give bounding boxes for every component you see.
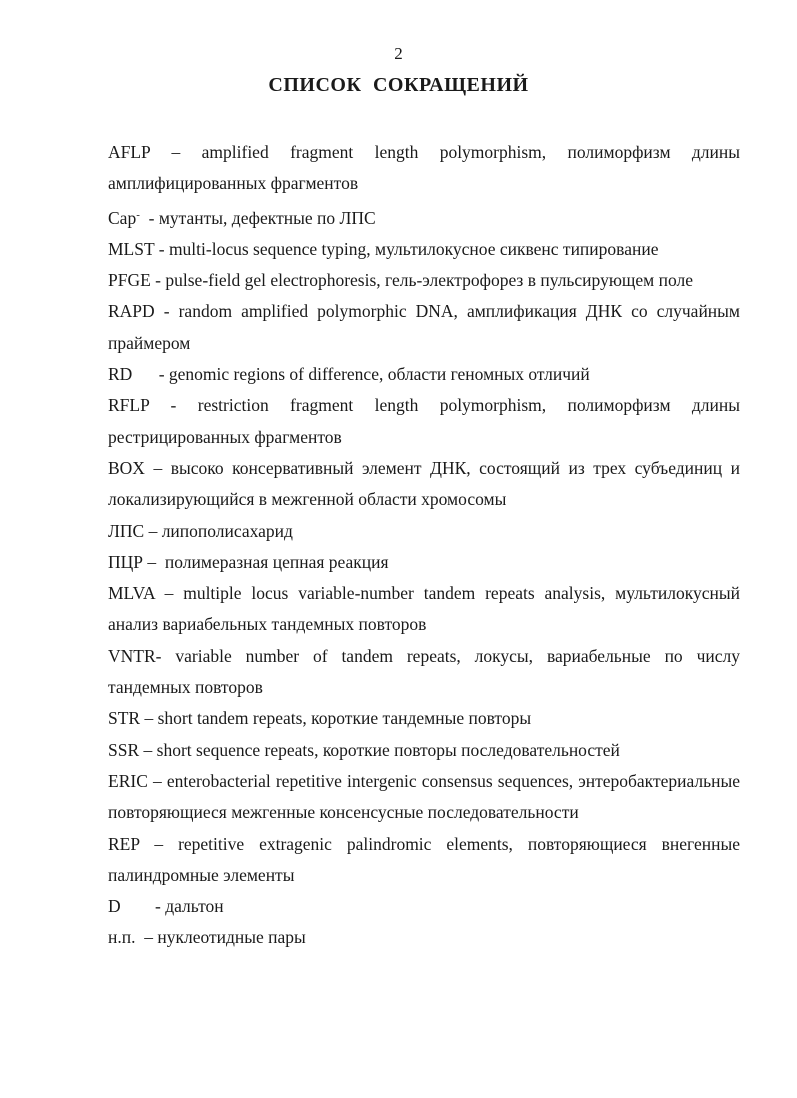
abbreviation-definition: нуклеотидные пары [157, 927, 306, 948]
abbreviation-entry [108, 390, 740, 453]
abbreviation-separator: – [154, 583, 184, 604]
abbreviation-definition: высоко консервативный элемент ДНК, состоящий из трех субъединиц и локализирующийся в межгенной области хромосомы [108, 457, 740, 510]
abbreviation-separator: - [154, 364, 169, 385]
abbreviation-term: Cap [108, 207, 137, 228]
abbreviation-entry [108, 296, 740, 359]
abbreviation-entry [108, 453, 740, 516]
abbreviation-separator: – [150, 142, 202, 162]
abbreviation-separator: - [154, 301, 179, 322]
abbreviation-entry [108, 703, 740, 734]
abbreviation-definition: мутанты, дефектные по ЛПС [158, 207, 376, 228]
abbreviation-separator: – [140, 708, 158, 729]
abbreviation-term: BOX [108, 457, 145, 478]
abbreviation-term: D [108, 896, 121, 917]
abbreviation-entry [108, 200, 740, 234]
abbreviation-term: ERIC [108, 770, 148, 791]
abbreviation-superscript: - [136, 208, 140, 221]
abbreviation-separator: – [139, 833, 179, 854]
abbreviation-term: ПЦР [108, 551, 144, 572]
abbreviation-definition: variable number of tandem repeats, локусы, вариабельные по числу тандемных повторов [108, 645, 740, 698]
abbreviation-separator: – [135, 927, 158, 948]
abbreviation-term: VNTR [108, 645, 156, 666]
abbreviation-term: AFLP [108, 142, 151, 162]
abbreviation-list [108, 137, 740, 954]
abbreviation-entry [108, 829, 740, 892]
abbreviation-definition: enterobacterial repetitive intergenic consensus sequences, энтеробактериальные повторяющиеся межгенные консенсусные последовательности [108, 770, 741, 823]
abbreviation-separator: – [144, 520, 162, 541]
abbreviation-entry [108, 234, 740, 265]
page-number: 2 [394, 44, 403, 63]
abbreviation-separator: - [150, 270, 166, 291]
abbreviation-definition: short tandem repeats, короткие тандемные повторы [157, 708, 532, 729]
abbreviation-definition: полимеразная цепная реакция [164, 551, 389, 572]
abbreviation-entry [108, 735, 740, 766]
abbreviation-separator: - [155, 645, 176, 666]
abbreviation-definition: multi-locus sequence typing, мультилокусное сиквенс типирование [168, 238, 659, 259]
abbreviation-definition: pulse-field gel electrophoresis, гель-электрофорез в пульсирующем поле [165, 270, 693, 291]
abbreviation-separator: – [139, 739, 157, 760]
abbreviation-separator: - [154, 238, 169, 259]
abbreviation-entry [108, 265, 740, 296]
abbreviation-entry [108, 891, 740, 922]
abbreviation-separator: – [144, 457, 171, 478]
abbreviation-definition: amplified fragment length polymorphism, полиморфизм длины амплифицированных фрагментов [108, 142, 741, 194]
abbreviation-entry [108, 766, 740, 829]
abbreviation-separator: – [147, 770, 167, 791]
abbreviation-definition: дальтон [165, 896, 224, 917]
abbreviation-definition: multiple locus variable-number tandem repeats analysis, мультилокусный анализ вариабельных тандемных повторов [108, 583, 740, 635]
abbreviation-definition: random amplified polymorphic DNA, амплификация ДНК со случайным праймером [108, 301, 741, 353]
abbreviation-separator: – [143, 551, 165, 572]
abbreviation-definition: липополисахарид [161, 520, 293, 541]
abbreviation-term: MLVA [108, 583, 155, 604]
abbreviation-definition: restriction fragment length polymorphism, полиморфизм длины рестрицированных фрагментов [108, 395, 740, 447]
abbreviation-entry [108, 641, 740, 704]
abbreviation-separator: - [139, 207, 159, 228]
abbreviation-entry [108, 359, 740, 390]
abbreviation-term: PFGE [108, 270, 151, 291]
abbreviation-term: н.п. [108, 927, 136, 948]
abbreviation-term: ЛПС [108, 520, 145, 541]
abbreviation-separator: - [150, 896, 166, 917]
abbreviation-term: RAPD [108, 301, 155, 322]
abbreviation-term: REP [108, 833, 140, 854]
abbreviation-separator: - [149, 395, 198, 416]
abbreviation-definition: short sequence repeats, короткие повторы последовательностей [156, 739, 620, 760]
abbreviation-term: RD [108, 364, 133, 385]
abbreviation-entry [108, 137, 740, 200]
abbreviation-entry [108, 922, 740, 953]
abbreviation-term: MLST [108, 238, 155, 259]
abbreviation-definition: genomic regions of difference, области геномных отличий [168, 364, 590, 385]
abbreviation-entry [108, 516, 740, 547]
abbreviation-term: SSR [108, 739, 140, 760]
abbreviation-entry [108, 578, 740, 641]
abbreviation-entry [108, 547, 740, 578]
abbreviation-term: STR [108, 708, 141, 729]
abbreviation-term: RFLP [108, 395, 150, 416]
abbreviation-definition: repetitive extragenic palindromic elements, повторяющиеся внегенные палиндромные элементы [108, 833, 740, 885]
page-title: СПИСОК СОКРАЩЕНИЙ [268, 74, 529, 96]
